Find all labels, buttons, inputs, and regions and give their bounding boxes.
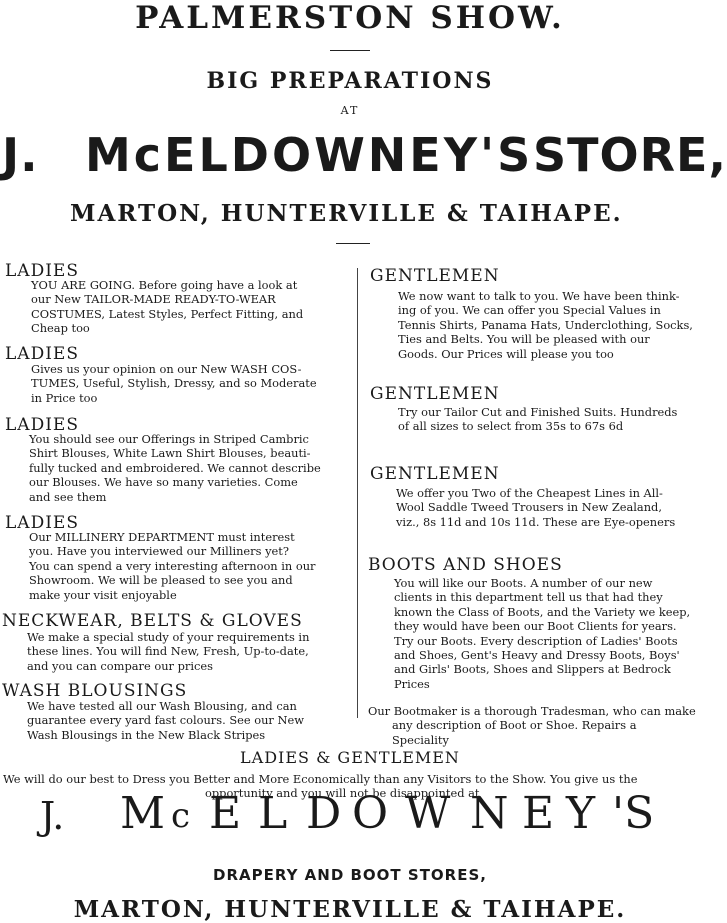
footer-text: We will do our best to Dress you Better and More Economically than any Visitors to the Show. You give us the [3,772,638,786]
section-heading: WASH BLOUSINGS [2,681,188,701]
store-surname: McELDOWNEY'S [85,128,534,182]
footer-heading: LADIES & GENTLEMEN [240,748,460,767]
subtitle: BIG PREPARATIONS [206,68,494,94]
section-heading: GENTLEMEN [370,384,500,404]
section-heading: BOOTS AND SHOES [368,555,563,575]
footer-towns: MARTON, HUNTERVILLE & TAIHAPE. [73,896,627,923]
section-heading: GENTLEMEN [370,266,500,286]
section-text: Gives us your opinion on our New WASH COS- TUMES, Useful, Stylish, Dressy, and so Moderate in Price too [31,362,317,405]
section-text: We now want to talk to you. We have been think- ing of you. We can offer you Special Values in Tennis Shirts, Panama Hats, Underclothing, Socks, Ties and Belts. You will be pleased with our Goods. Our Prices will please you too [398,289,693,361]
section-text: We make a special study of your requirements in these lines. You will find New, Fresh, Up-to-date, and you can compare our prices [27,630,310,673]
column-divider [357,268,358,718]
section-heading: LADIES [5,344,79,364]
section-heading: LADIES [5,261,79,281]
drapery-line: DRAPERY AND BOOT STORES, [213,866,487,884]
divider [336,243,370,244]
section-text: Try our Tailor Cut and Finished Suits. Hundreds of all sizes to select from 35s to 67s 6d [398,405,678,434]
section-heading: GENTLEMEN [370,464,500,484]
store-word: STORE, [533,128,727,182]
section-text: You should see our Offerings in Striped Cambric Shirt Blouses, White Lawn Shirt Blouses, beauti- fully tucked and embroidered. We cannot describe our Blouses. We have so many varieties. Come and see them [29,432,321,504]
towns: MARTON, HUNTERVILLE & TAIHAPE. [70,200,623,227]
section-heading: LADIES [5,513,79,533]
section-heading: NECKWEAR, BELTS & GLOVES [2,611,303,631]
section-heading: LADIES [5,415,79,435]
section-text: You will like our Boots. A number of our new clients in this department tell us that had they known the Class of Boots, and the Variety we keep, they would have been our Boot Clients for years. Try our Boots. Every description of Ladies' Boots and Shoes, Gent's Heavy and Dressy Boots, Boys' and Girls' Boots, Shoes and Slippers at Bedrock Prices [394,576,691,691]
section-text: We have tested all our Wash Blousing, and can guarantee every yard fast colours. See our New Wash Blousings in the New Black Stripes [27,699,304,742]
store-initial: J. [2,128,39,182]
section-text: YOU ARE GOING. Before going have a look at our New TAILOR-MADE READY-TO-WEAR COSTUMES, Latest Styles, Perfect Fitting, and Cheap too [31,278,304,336]
at-label: AT [340,104,360,117]
page-title: PALMERSTON SHOW. [135,0,565,36]
section-text: We offer you Two of the Cheapest Lines in All- Wool Saddle Tweed Trousers in New Zealand, viz., 8s 11d and 10s 11d. These are Eye-openers [396,486,676,529]
bootmaker-text: Our Bootmaker is a thorough Tradesman, who can make any description of Boot or Shoe. Repairs a Speciality [368,704,696,747]
footer-text: opportunity and you will not be disappointed at [205,786,480,800]
section-text: Our MILLINERY DEPARTMENT must interest you. Have you interviewed our Milliners yet? You can spend a very interesting afternoon in our Showroom. We will be pleased to see you and make your visit enjoyable [29,530,316,602]
divider [330,50,370,51]
